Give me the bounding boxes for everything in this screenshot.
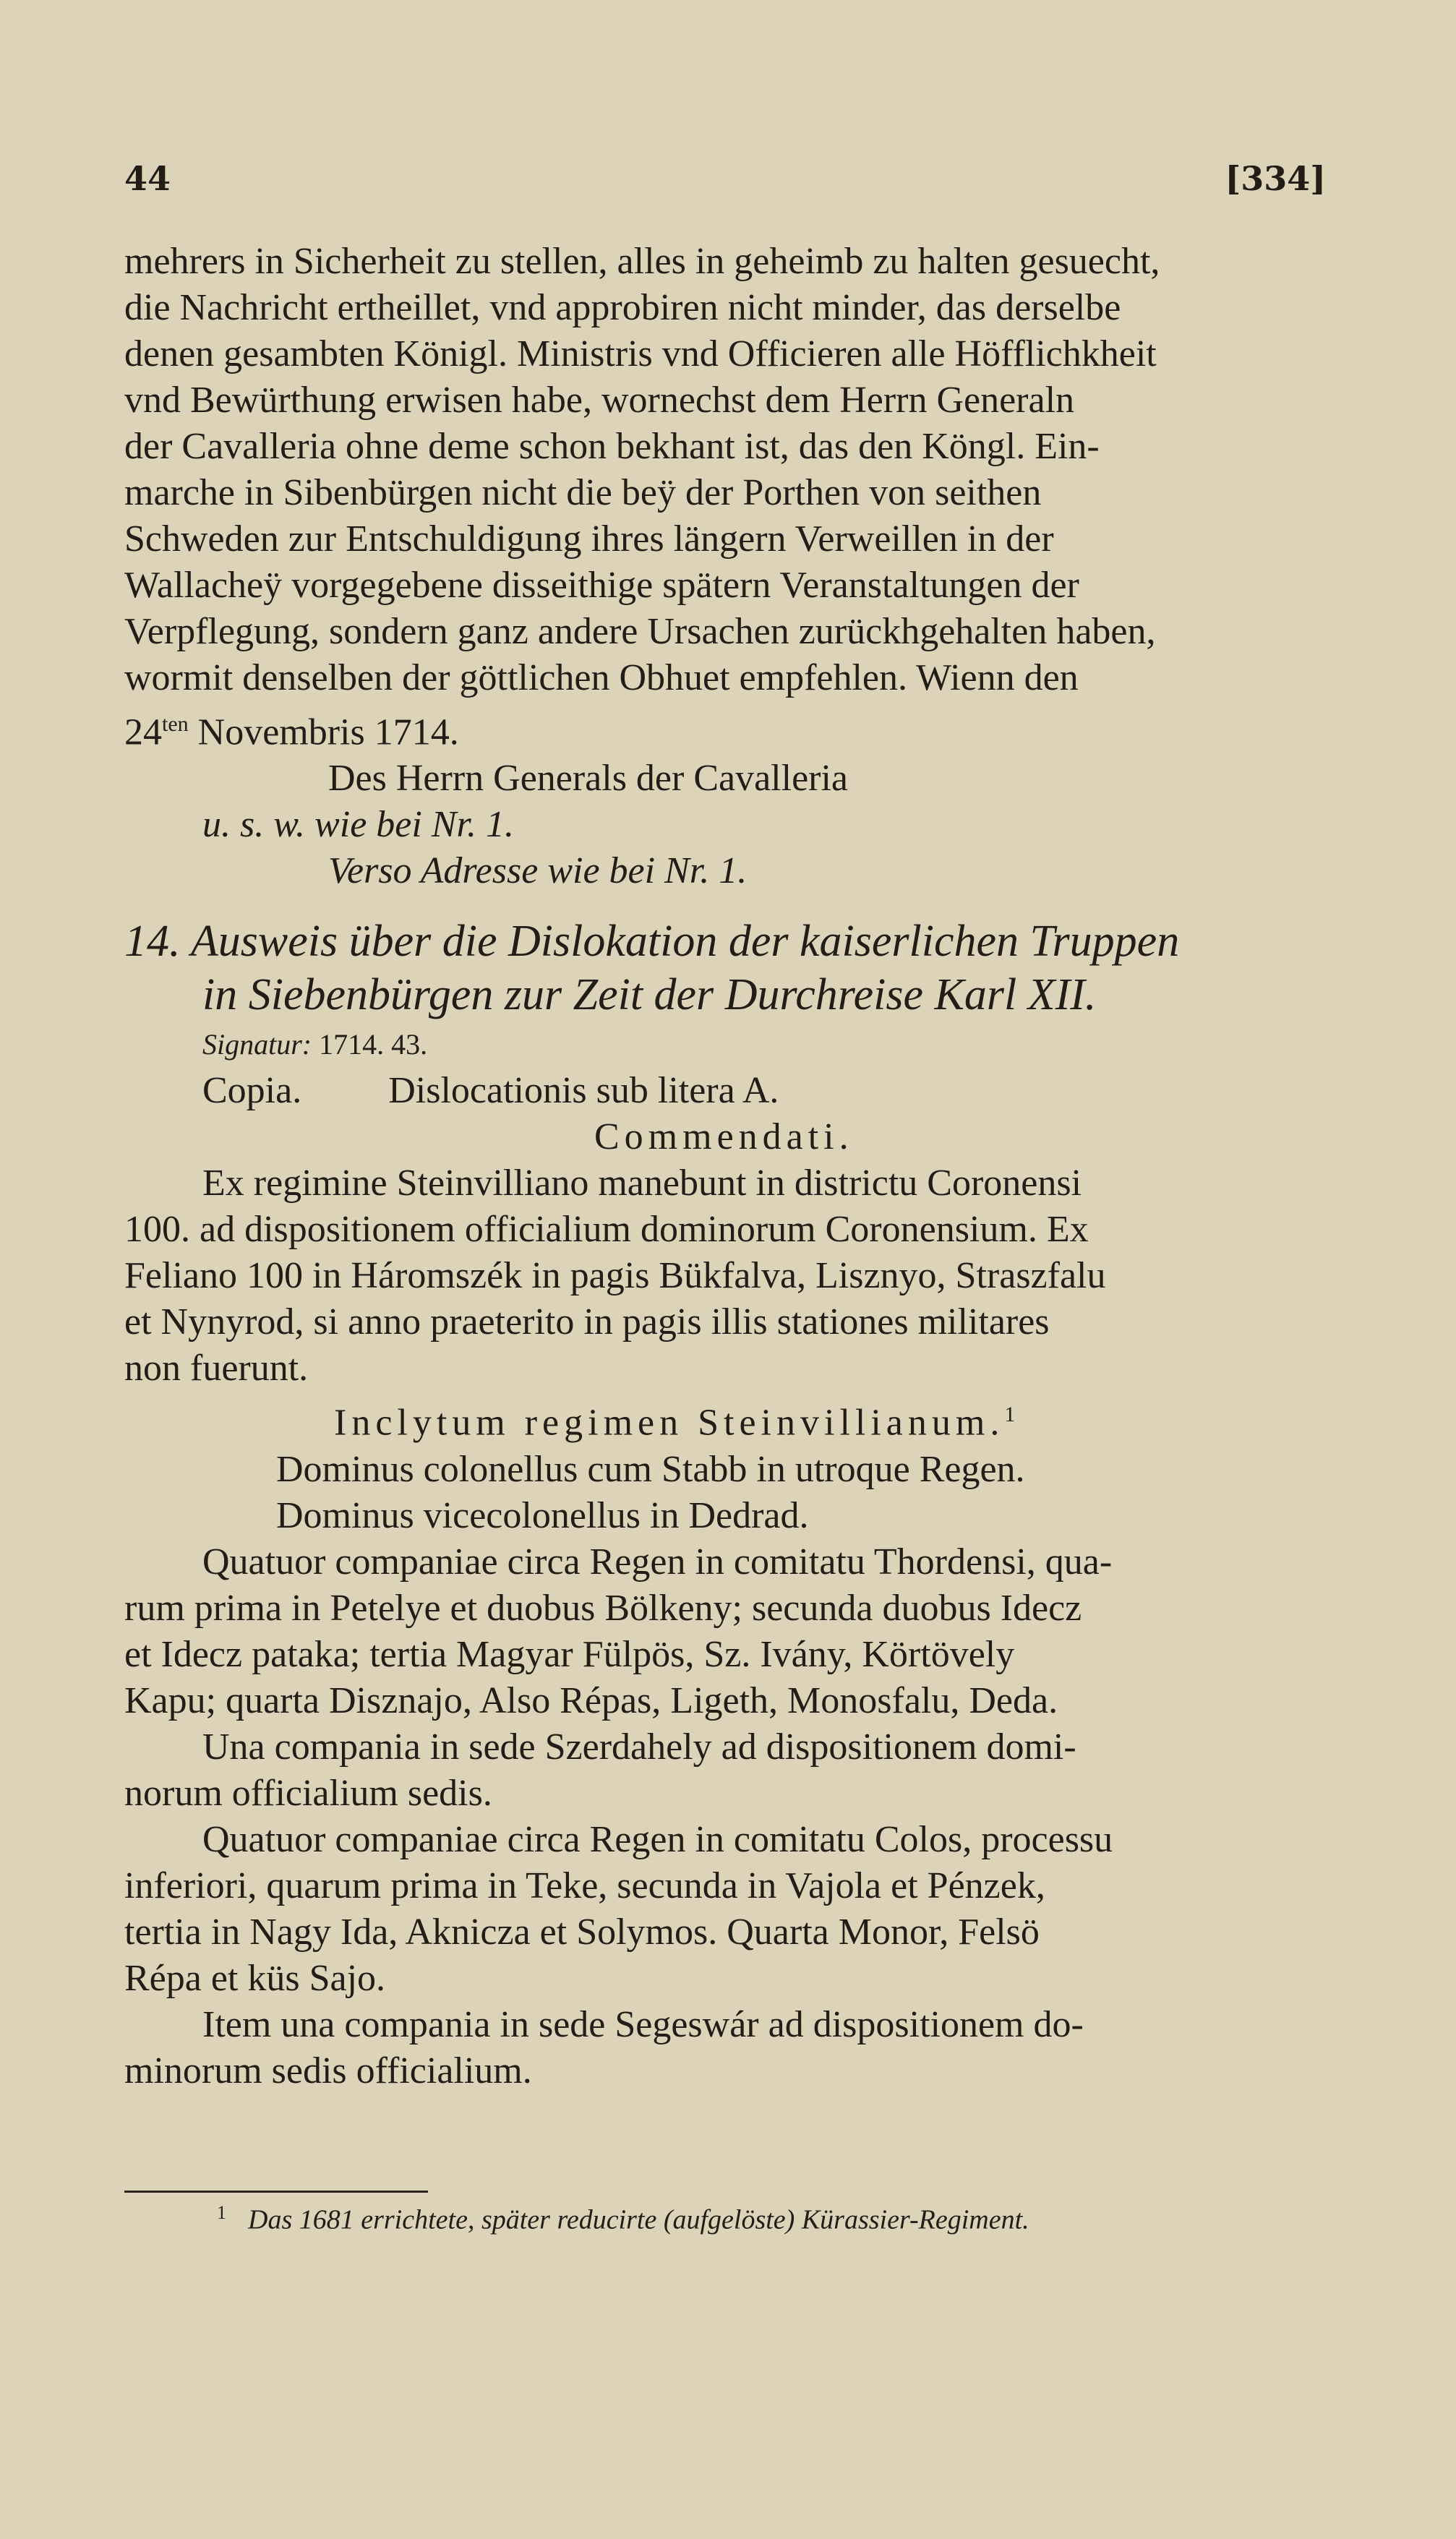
text-line: inferiori, quarum prima in Teke, secunda in Vajola et Pénzek, xyxy=(124,1864,1045,1906)
copia-label: Copia. xyxy=(202,1070,302,1112)
closing-signature: Des Herrn Generals der Cavalleria xyxy=(328,758,848,800)
signatur-value: 1714. 43. xyxy=(312,1028,428,1061)
text-line: Feliano 100 in Háromszék in pagis Bükfalva, Lisznyo, Straszfalu xyxy=(124,1255,1106,1297)
regimen-heading xyxy=(124,1392,1326,1446)
footnote-rule xyxy=(124,2191,428,2193)
signatur-label: Signatur: xyxy=(202,1028,312,1061)
latin-paragraph xyxy=(124,1724,1326,1817)
dominus-line: Dominus vicecolonellus in Dedrad. xyxy=(276,1494,809,1536)
text-line: Item una compania in sede Segeswár ad dispositionem do- xyxy=(202,2003,1084,2045)
text-line: denen gesambten Königl. Ministris vnd Officieren alle Höfflichkheit xyxy=(124,333,1157,374)
text-line: marche in Sibenbürgen nicht die beÿ der Porthen von seithen xyxy=(124,472,1042,513)
section-title-line: in Siebenbürgen zur Zeit der Durchreise Karl XII. xyxy=(202,970,1097,1020)
text-line: non fuerunt. xyxy=(124,1348,309,1390)
footnote xyxy=(217,2202,1326,2236)
closing-verso: Verso Adresse wie bei Nr. 1. xyxy=(328,850,748,892)
section-heading xyxy=(124,915,1326,1022)
text-line: norum officialium sedis. xyxy=(124,1772,492,1814)
regimen-heading-text: Inclytum regimen Steinvillianum. xyxy=(334,1402,1005,1444)
copia-line xyxy=(124,1068,1326,1114)
text-line: et Idecz pataka; tertia Magyar Fülpös, Sz. Ivány, Körtövely xyxy=(124,1633,1015,1675)
date-rest: Novembris 1714. xyxy=(188,711,459,753)
dominus-line: Dominus colonellus cum Stabb in utroque Regen. xyxy=(276,1448,1025,1490)
footnote-ref: 1 xyxy=(1004,1403,1021,1427)
latin-paragraph xyxy=(124,2002,1326,2094)
section-title-line xyxy=(124,915,1326,968)
text-line: Schweden zur Entschuldigung ihres längern Verweillen in der xyxy=(124,518,1054,560)
text-line: Wallacheÿ vorgegebene disseithige spätern Veranstaltungen der xyxy=(124,565,1079,606)
commendati-heading: Commendati. xyxy=(594,1116,854,1158)
page-number: 44 xyxy=(124,159,171,198)
text-line: Quatuor companiae circa Regen in comitatu Colos, processu xyxy=(202,1818,1113,1860)
text-line: der Cavalleria ohne deme schon bekhant ist, das den Köngl. Ein- xyxy=(124,426,1100,467)
date-suffix: ten xyxy=(162,712,189,736)
latin-paragraph xyxy=(124,1160,1326,1392)
text-line: vnd Bewürthung erwisen habe, wornechst dem Herrn Generaln xyxy=(124,380,1075,421)
section-title-text: Ausweis über die Dislokation der kaiserlichen Truppen xyxy=(190,917,1180,967)
closing-usw: u. s. w. wie bei Nr. 1. xyxy=(202,804,514,846)
text-line: Verpflegung, sondern ganz andere Ursachen zurückhgehalten haben, xyxy=(124,611,1156,652)
date-day: 24 xyxy=(124,711,162,753)
date-line xyxy=(124,701,1326,755)
text-line: tertia in Nagy Ida, Aknicza et Solymos. Quarta Monor, Felsö xyxy=(124,1911,1040,1953)
signatur-line xyxy=(124,1022,1326,1068)
text-line: Répa et küs Sajo. xyxy=(124,1957,386,1999)
running-header xyxy=(124,159,1326,217)
text-line: Quatuor companiae circa Regen in comitatu Thordensi, qua- xyxy=(202,1541,1113,1583)
text-line: Ex regimine Steinvilliano manebunt in districtu Coronensi xyxy=(202,1163,1082,1204)
text-line: Una compania in sede Szerdahely ad dispositionem domi- xyxy=(202,1726,1076,1768)
text-line: wormit denselben der göttlichen Obhuet empfehlen. Wienn den xyxy=(124,657,1079,698)
latin-paragraph xyxy=(124,1539,1326,1724)
section-number: 14. xyxy=(124,917,181,967)
page-body xyxy=(124,239,1326,2094)
letter-paragraph xyxy=(124,239,1326,755)
latin-paragraph xyxy=(124,1817,1326,2002)
footnote-marker: 1 xyxy=(217,2202,226,2223)
text-line: minorum sedis officialium. xyxy=(124,2050,532,2091)
dislocationis-label: Dislocationis sub litera A. xyxy=(388,1070,779,1112)
original-page-number: [334] xyxy=(1225,159,1326,198)
text-line: die Nachricht ertheillet, vnd approbiren nicht minder, das derselbe xyxy=(124,287,1121,328)
text-line: Kapu; quarta Disznajo, Also Répas, Ligeth, Monosfalu, Deda. xyxy=(124,1679,1058,1721)
text-line: 100. ad dispositionem officialium dominorum Coronensium. Ex xyxy=(124,1209,1089,1251)
text-line: et Nynyrod, si anno praeterito in pagis illis stationes militares xyxy=(124,1301,1050,1343)
text-line: mehrers in Sicherheit zu stellen, alles in geheimb zu halten gesuecht, xyxy=(124,241,1160,282)
footnote-text: Das 1681 errichtete, später reducirte (aufgelöste) Kürassier-Regiment. xyxy=(248,2204,1029,2235)
text-line: rum prima in Petelye et duobus Bölkeny; secunda duobus Idecz xyxy=(124,1587,1082,1629)
